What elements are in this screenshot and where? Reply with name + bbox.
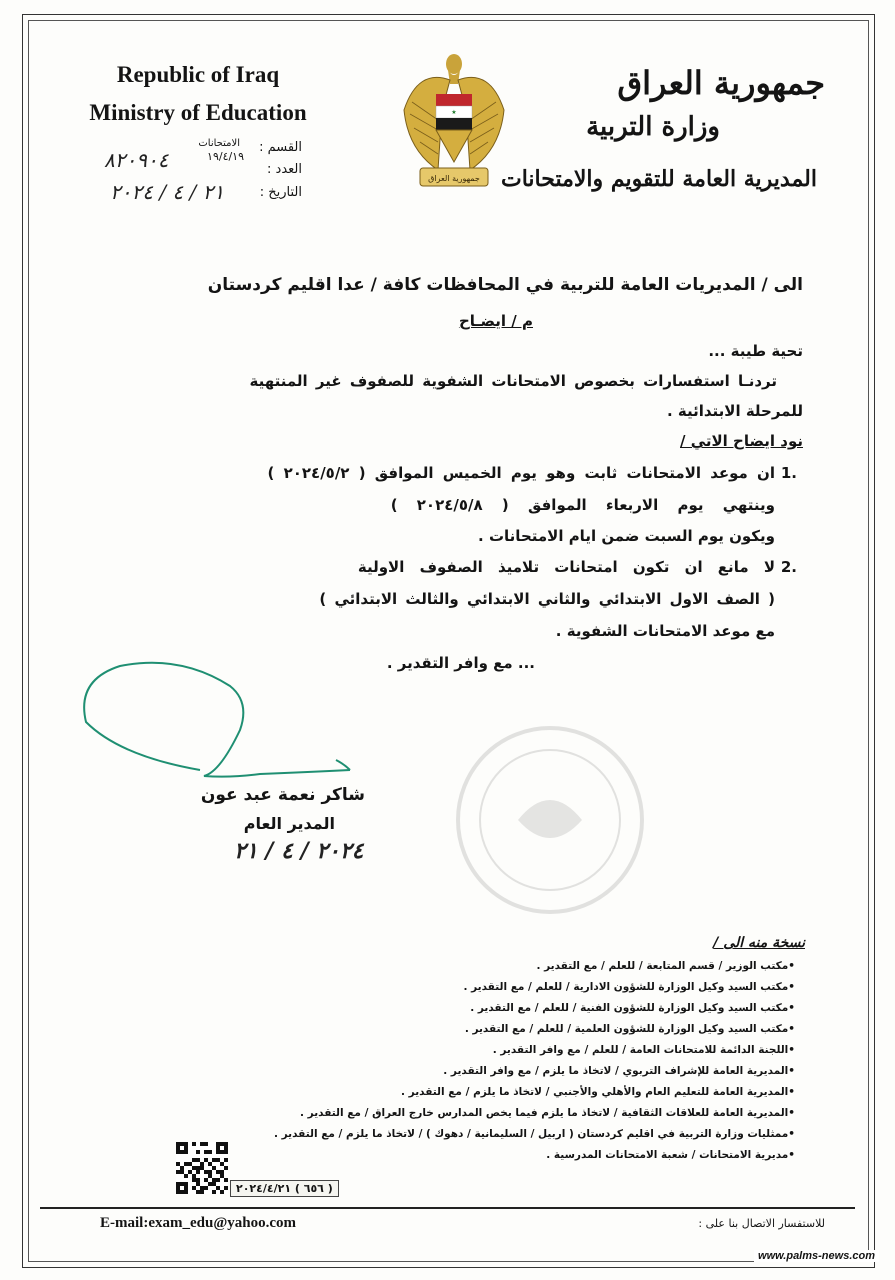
header-ar-line2: وزارة التربية	[586, 112, 720, 142]
copies-list	[175, 960, 795, 1170]
letter-closing: ... مع وافر التقدير .	[386, 654, 535, 672]
header-en-line1: Republic of Iraq	[116, 62, 280, 87]
emblem-label: جمهورية العراق	[428, 174, 480, 183]
qr-code	[176, 1142, 228, 1194]
letter-greeting: تحية طيبة ...	[708, 342, 803, 360]
signature-scribble	[80, 652, 380, 782]
item1-line1: ان موعد الامتحانات ثابت وهو يوم الخميس الموافق ( ٢٠٢٤/٥/٢ )	[267, 464, 775, 482]
copy-item: •مكتب السيد وكيل الوزارة للشؤون العلمية / للعلم / مع التقدير .	[464, 1023, 795, 1035]
signatory-name: شاكر نعمة عبد عون	[200, 785, 365, 805]
footer-email[interactable]: E-mail:exam_edu@yahoo.com	[100, 1215, 297, 1231]
number-label: العدد :	[267, 162, 302, 177]
letter-subject: م / ايضـاح	[458, 312, 533, 330]
number-value: ١٩/٤/١٩	[207, 150, 244, 163]
watermark-site: www.palms-news.com	[754, 1250, 879, 1262]
date-handwritten: ٢١ / ٤ / ٢٠٢٤	[110, 180, 225, 204]
item1-number: .1	[780, 464, 797, 482]
item2-line3: مع موعد الامتحانات الشفوية .	[555, 622, 775, 640]
item2-line1: لا مانع ان تكون امتحانات تلاميذ الصفوف الاولية	[357, 558, 775, 576]
ministry-stamp	[430, 720, 670, 920]
letter-intro-line1: تردنـا استفسارات بخصوص الامتحانات الشفوية للصفوف غير المنتهية	[249, 372, 777, 390]
header-ar-line1: جمهورية العراق	[617, 64, 825, 102]
copy-item: •المديرية العامة للتعليم العام والأهلي والأجنبي / لاتخاذ ما يلزم / مع التقدير .	[401, 1086, 795, 1098]
copy-item: •مكتب السيد وكيل الوزارة للشؤون الادارية / للعلم / مع التقدير .	[463, 981, 795, 993]
copy-item: •مديرية الامتحانات / شعبة الامتحانات المدرسية .	[546, 1149, 795, 1161]
footer-contact: للاستفسار الاتصال بنا على :	[698, 1217, 825, 1230]
header-ar-line3: المديرية العامة للتقويم والامتحانات	[501, 166, 817, 192]
item2-line2: ( الصف الاول الابتدائي والثاني الابتدائي والثالث الابتدائي )	[319, 590, 775, 608]
copy-item: •المديرية العامة للعلاقات الثقافية / لاتخاذ ما يلزم فيما يخص المدارس خارج العراق / مع التقدير .	[300, 1107, 795, 1119]
letter-intro-line2: للمرحلة الابتدائية .	[666, 402, 803, 420]
item2-number: .2	[780, 558, 797, 576]
copy-item: •مكتب الوزير / قسم المتابعة / للعلم / مع التقدير .	[536, 960, 795, 972]
section-label: القسم :	[259, 140, 302, 155]
svg-text:★: ★	[451, 109, 457, 116]
item1-line2: وينتهي يوم الاربعاء الموافق ( ٢٠٢٤/٥/٨ )	[390, 496, 775, 514]
reference-stamp: ( ٦٥٦ ) ٢٠٢٤/٤/٢١	[230, 1180, 339, 1197]
copy-item: •ممثليات وزارة التربية في اقليم كردستان ( اربيل / السليمانية / دهوك ) / لاتخاذ ما يلزم / مع التقدير .	[274, 1128, 795, 1140]
letter-to: الى / المديريات العامة للتربية في المحافظات كافة / عدا اقليم كردستان	[207, 275, 803, 295]
copy-item: •المديرية العامة للإشراف التربوي / لاتخاذ ما يلزم / مع وافر التقدير .	[443, 1065, 795, 1077]
date-label: التاريخ :	[259, 185, 302, 200]
header-en-line2: Ministry of Education	[89, 100, 307, 125]
copies-heading: نسخة منه الى /	[713, 935, 805, 951]
section-value: الامتحانات	[198, 138, 240, 149]
number-handwritten: ٨٢٠٩٠٤	[104, 148, 169, 172]
copy-item: •مكتب السيد وكيل الوزارة للشؤون الفنية / للعلم / مع التقدير .	[470, 1002, 795, 1014]
iraq-eagle-emblem	[398, 50, 510, 200]
letter-clarify: نود ايضاح الاتي /	[680, 432, 803, 450]
signatory-title: المدير العام	[243, 814, 335, 833]
signature-date: ٢٠٢٤ / ٤ / ٢١	[234, 838, 364, 864]
item1-line3: ويكون يوم السبت ضمن ايام الامتحانات .	[478, 527, 775, 545]
copy-item: •اللجنة الدائمة للامتحانات العامة / للعلم / مع وافر التقدير .	[492, 1044, 795, 1056]
footer-divider	[40, 1207, 855, 1209]
